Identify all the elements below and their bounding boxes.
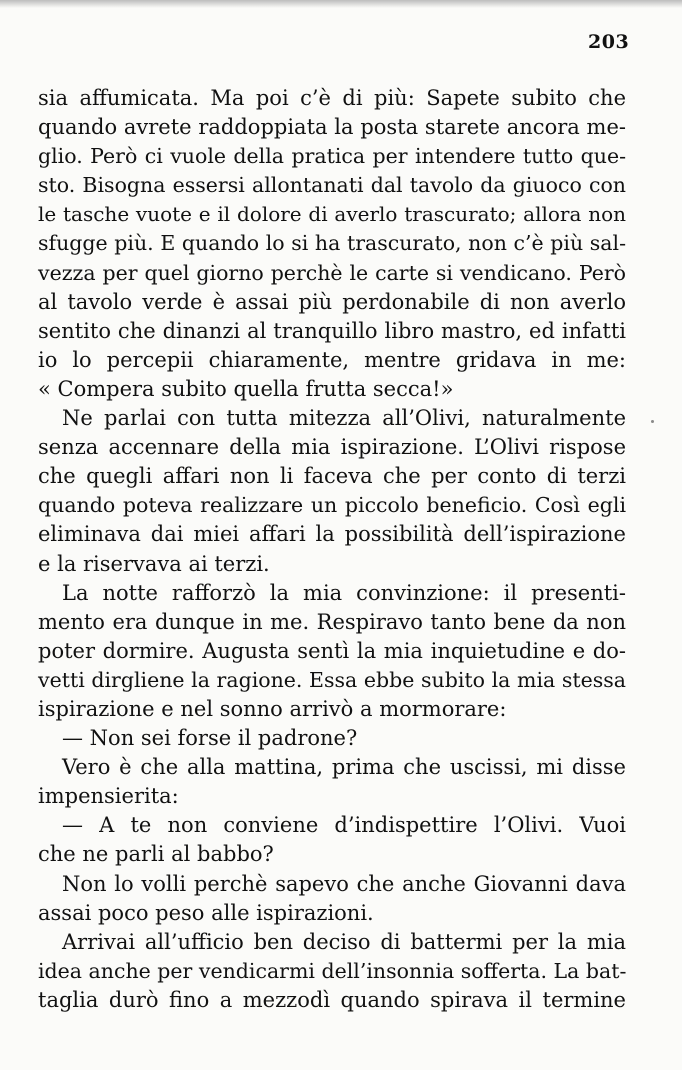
text-line: quando avrete raddoppiata la posta starete ancora me- <box>38 115 626 140</box>
text-line: sto. Bisogna essersi allontanati dal tavolo da giuoco con <box>38 173 626 198</box>
text-line: La notte rafforzò la mia convinzione: il presenti- <box>62 580 626 605</box>
text-line: che ne parli al babbo? <box>38 842 274 867</box>
text-line: e la riservava ai terzi. <box>38 551 270 576</box>
text-line: vezza per quel giorno perchè le carte si vendicano. Però <box>38 260 626 285</box>
text-line: vetti dirgliene la ragione. Essa ebbe subito la mia stessa <box>38 667 626 692</box>
text-line: le tasche vuote e il dolore di averlo trascurato; allora non <box>38 202 626 227</box>
print-speck <box>651 420 654 423</box>
text-line: Non lo volli perchè sapevo che anche Giovanni dava <box>62 871 626 896</box>
text-line: taglia durò fino a mezzodì quando spirava il termine <box>38 987 626 1012</box>
text-line: « Compera subito quella frutta secca!» <box>38 376 454 401</box>
text-line: ispirazione e nel sonno arrivò a mormorare: <box>38 696 507 721</box>
text-line: al tavolo verde è assai più perdonabile di non averlo <box>38 289 626 314</box>
body-text <box>38 84 626 1015</box>
text-line: io lo percepii chiaramente, mentre gridava in me: <box>38 347 626 372</box>
text-line: poter dormire. Augusta sentì la mia inquietudine e do- <box>38 638 626 663</box>
text-line: senza accennare della mia ispirazione. L’Olivi rispose <box>38 435 626 460</box>
text-line: glio. Però ci vuole della pratica per intendere tutto que- <box>38 144 626 169</box>
text-line: sia affumicata. Ma poi c’è di più: Sapete subito che <box>38 86 626 110</box>
text-line: Arrivai all’ufficio ben deciso di battermi per la mia <box>62 929 626 954</box>
text-line: — Non sei forse il padrone? <box>62 726 358 751</box>
text-line: Ne parlai con tutta mitezza all’Olivi, naturalmente <box>62 406 626 431</box>
text-line: assai poco peso alle ispirazioni. <box>38 900 374 925</box>
text-line: che quegli affari non li faceva che per conto di terzi <box>38 464 626 489</box>
text-line: sentito che dinanzi al tranquillo libro mastro, ed infatti <box>38 318 626 343</box>
text-line: mento era dunque in me. Respiravo tanto bene da non <box>38 609 626 634</box>
text-line: quando poteva realizzare un piccolo beneficio. Così egli <box>38 493 626 518</box>
text-line: sfugge più. E quando lo si ha trascurato, non c’è più sal- <box>38 231 626 256</box>
text-line: Vero è che alla mattina, prima che uscissi, mi disse <box>62 755 626 780</box>
page-number: 203 <box>588 31 630 53</box>
page-top-shadow <box>0 0 682 8</box>
text-line: impensierita: <box>38 784 179 809</box>
text-line: — A te non conviene d’indispettire l’Olivi. Vuoi <box>62 813 626 838</box>
text-line: eliminava dai miei affari la possibilità dell’ispirazione <box>38 522 626 547</box>
text-line: idea anche per vendicarmi dell’insonnia sofferta. La bat- <box>38 958 627 983</box>
